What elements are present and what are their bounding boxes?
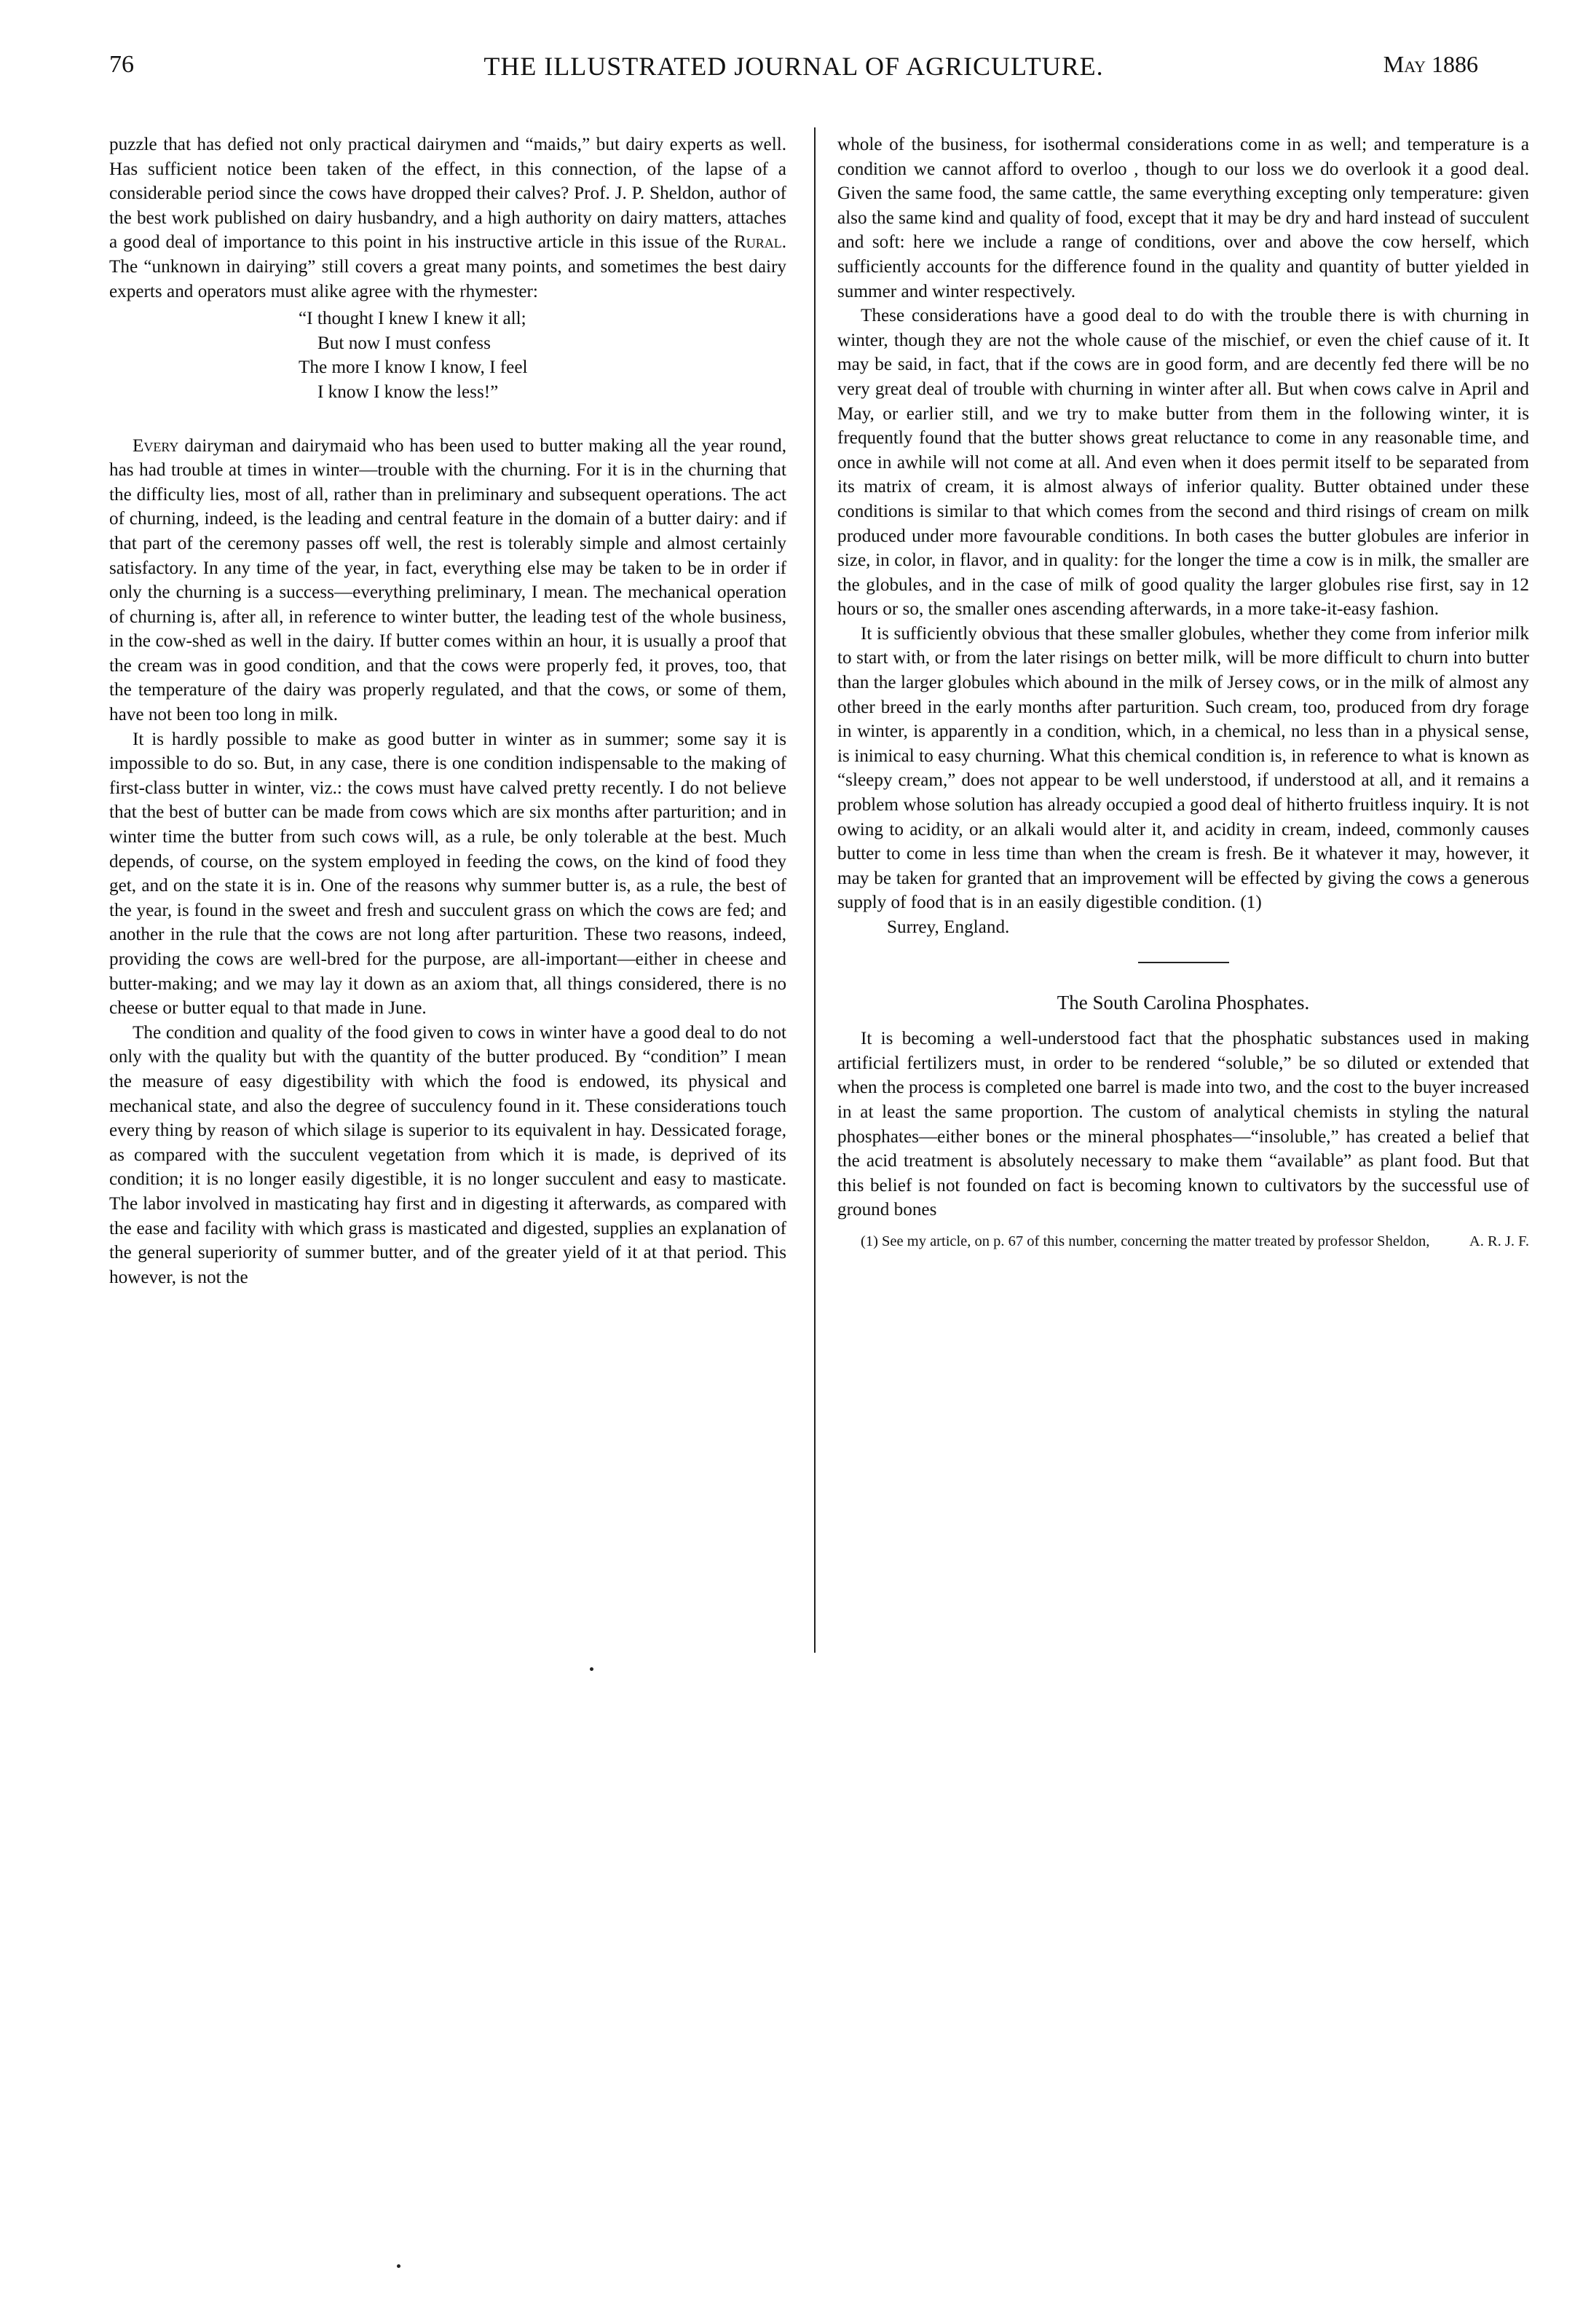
journal-title: THE ILLUSTRATED JOURNAL OF AGRICULTURE. <box>483 52 1104 81</box>
lead-word: Every <box>133 435 179 456</box>
paragraph <box>109 434 786 727</box>
paragraph: whole of the business, for isothermal considerations come in as well; and temperature is a condition we cannot afford to overloo , though to our loss we do overlook it a good deal. Given the same food, the same cattle, the same everything excepting only temperature: given also the same kind and quality of food, except that it may be dry and hard instead of succulent and soft: here we include a range of conditions, over and above the cow herself, which sufficiently accounts for the difference found in the quality and quantity of butter yielded in summer and winter respectively. <box>837 135 1529 301</box>
paragraph: It is hardly possible to make as good butter in winter as in summer; some say it is impossible to do so. But, in any case, there is one condition indispensable to the making of first-class butter in winter, viz.: the cows must have calved pretty recently. I do not believe that the best of butter can be made from cows which are six months after parturition; and in winter time the butter from such cows will, as a rule, be only tolerable at the best. Much depends, of course, on the system employed in feeding the cows, on the kind of food they get, and on the state it is in. One of the reasons why summer butter is, as a rule, the best of the year, is found in the sweet and fresh and succulent grass on which the cows are fed; and another in the rule that the cows are not long after parturition. These two reasons, indeed, providing the cows are well-bred for the purpose, are all-important—either in cheese and butter-making; and we may lay it down as an axiom that, all things considered, there is no cheese or butter equal to that made in June. <box>109 729 786 1019</box>
poem-line: “I thought I knew I knew it all; <box>299 309 526 329</box>
page-number: 76 <box>109 51 134 78</box>
paragraph: The condition and quality of the food given to cows in winter have a good deal to do not only with the quality but with the quantity of the butter produced. By “condition” I mean the measure of easy digestibility with which the food is endowed, its physical and mechanical state, and also the degree of succulency found in it. These considerations touch every thing by reason of which silage is superior to its equivalent in hay. Dessicated forage, as compared with the succulent vegetation from which it is made, is deprived of its condition; it is no longer easily digestible, it is no longer succulent and easy to masticate. The labor involved in masticating hay first and in digesting it afterwards, as compared with the ease and facility with which grass is masticated and digested, supplies an explanation of the general superiority of summer butter, and of the greater yield of it at that period. This however, is not the <box>109 1022 786 1287</box>
issue-date: May 1886 <box>1383 51 1478 77</box>
poem-line: I know I know the less!” <box>317 382 499 402</box>
paragraph: It is becoming a well-understood fact that the phosphatic substances used in making artificial fertilizers must, in order to be rendered “soluble,” be so diluted or extended that when the process is completed one barrel is made into two, and the cost to the buyer increased in at least the same proportion. The custom of analytical chemists in styling the natural phosphates—either bones or the mineral phosphates—“insoluble,” has created a belief that the acid treatment is absolutely necessary to make them “available” as plant food. But that this belief is not founded on fact is becoming known to cultivators by the successful use of ground bones <box>837 1029 1529 1220</box>
section-divider <box>1138 962 1229 963</box>
poem-line: But now I must confess <box>317 333 491 353</box>
paragraph-text: puzzle that has defied not only practical dairymen and “maids,” but dairy experts as well. Has sufficient notice been taken of the effect, in this connection, of the lapse of a considerable period since the cows have dropped their calves? Prof. J. P. Sheldon, author of the best work published on dairy husbandry, and a high authority on dairy matters, attaches a good deal of importance to this point in his instructive article in this issue of the <box>109 135 786 253</box>
left-column <box>109 133 786 1289</box>
section-heading: The South Carolina Phosphates. <box>1057 991 1310 1013</box>
page-header <box>109 51 1478 89</box>
paragraph: These considerations have a good deal to do with the trouble there is with churning in winter, though they are not the whole cause of the mischief, or even the chief cause of it. It may be said, in fact, that if the cows are in good form, and are decently fed there will be no very great deal of trouble with churning in winter after all. But when cows calve in April and May, or earlier still, and we try to make butter from them in the following winter, it is frequently found that the butter shows great reluctance to come in any reasonable time, and once in awhile will not come at all. And even when it does permit itself to be separated from its matrix of cream, it is almost always of inferior quality. Butter obtained under these conditions is similar to that which comes from the second and third risings of cream on milk produced under more favourable conditions. In both cases the butter globules are inferior in size, in color, in flavor, and in quality: for the longer the time a cow is in milk, the smaller are the globules, and in the case of milk of good quality the larger globules rise first, say in 12 hours or so, the smaller ones ascending afterwards, in a more take-it-easy fashion. <box>837 306 1529 620</box>
journal-name: Rural. <box>733 232 786 253</box>
poem-line: The more I know I know, I feel <box>299 357 528 378</box>
footnote <box>837 1231 1529 1252</box>
column-divider <box>814 127 816 1653</box>
poem-quote <box>109 307 786 404</box>
footnote-text: (1) See my article, on p. 67 of this number, concerning the matter treated by professor Sheldon, <box>861 1233 1430 1249</box>
print-speck <box>590 1667 593 1671</box>
paragraph-text: The “unknown in dairying” still covers a great many points, and sometimes the best dairy experts and operators must alike agree with the rhymester: <box>109 256 786 301</box>
article-signature: Surrey, England. <box>887 917 1010 937</box>
footnote-signature: A. R. J. F. <box>1469 1233 1529 1249</box>
print-speck <box>397 2264 400 2268</box>
paragraph <box>109 133 786 304</box>
right-column <box>837 133 1529 1252</box>
paragraph: It is sufficiently obvious that these smaller globules, whether they come from inferior milk to start with, or from the later risings on better milk, will be more difficult to churn into butter than the larger globules which abound in the milk of Jersey cows, or in the milk of almost any other breed in the early months after parturition. Such cream, too, produced from dry forage in winter, is apparently in a condition, which, in a chemical, no less than in a physical sense, is inimical to easy churning. What this chemical condition is, in reference to what is known as “sleepy cream,” does not appear to be well understood, if understood at all, and it remains a problem whose solution has already occupied a good deal of hitherto fruitless inquiry. It is not owing to acidity, or an alkali would alter it, and acidity in cream, indeed, commonly causes butter to come in less time than when the cream is fresh. Be it whatever it may, however, it may be taken for granted that an improvement will be effected by giving the cows a generous supply of food that is in an easily digestible condition. (1) <box>837 623 1529 913</box>
paragraph-text: dairyman and dairymaid who has been used to butter making all the year round, has had trouble at times in winter—trouble with the churning. For it is in the churning that the difficulty lies, most of all, rather than in preliminary and subsequent operations. The act of churning, indeed, is the leading and central feature in the domain of a butter dairy: and if that part of the ceremony passes off well, the rest is tolerably simple and almost certainly satisfactory. In any time of the year, in fact, everything else may be taken to be in order if only the churning is a success—everything preliminary, I mean. The mechanical operation of churning is, after all, in reference to winter butter, the leading test of the whole business, in the cow-shed as well in the dairy. If butter comes within an hour, it is usually a proof that the cream was in good condition, and that the cows were properly fed, it proves, too, that the temperature of the dairy was properly regulated, and that the cows, or some of them, have not been too long in milk. <box>109 435 786 725</box>
